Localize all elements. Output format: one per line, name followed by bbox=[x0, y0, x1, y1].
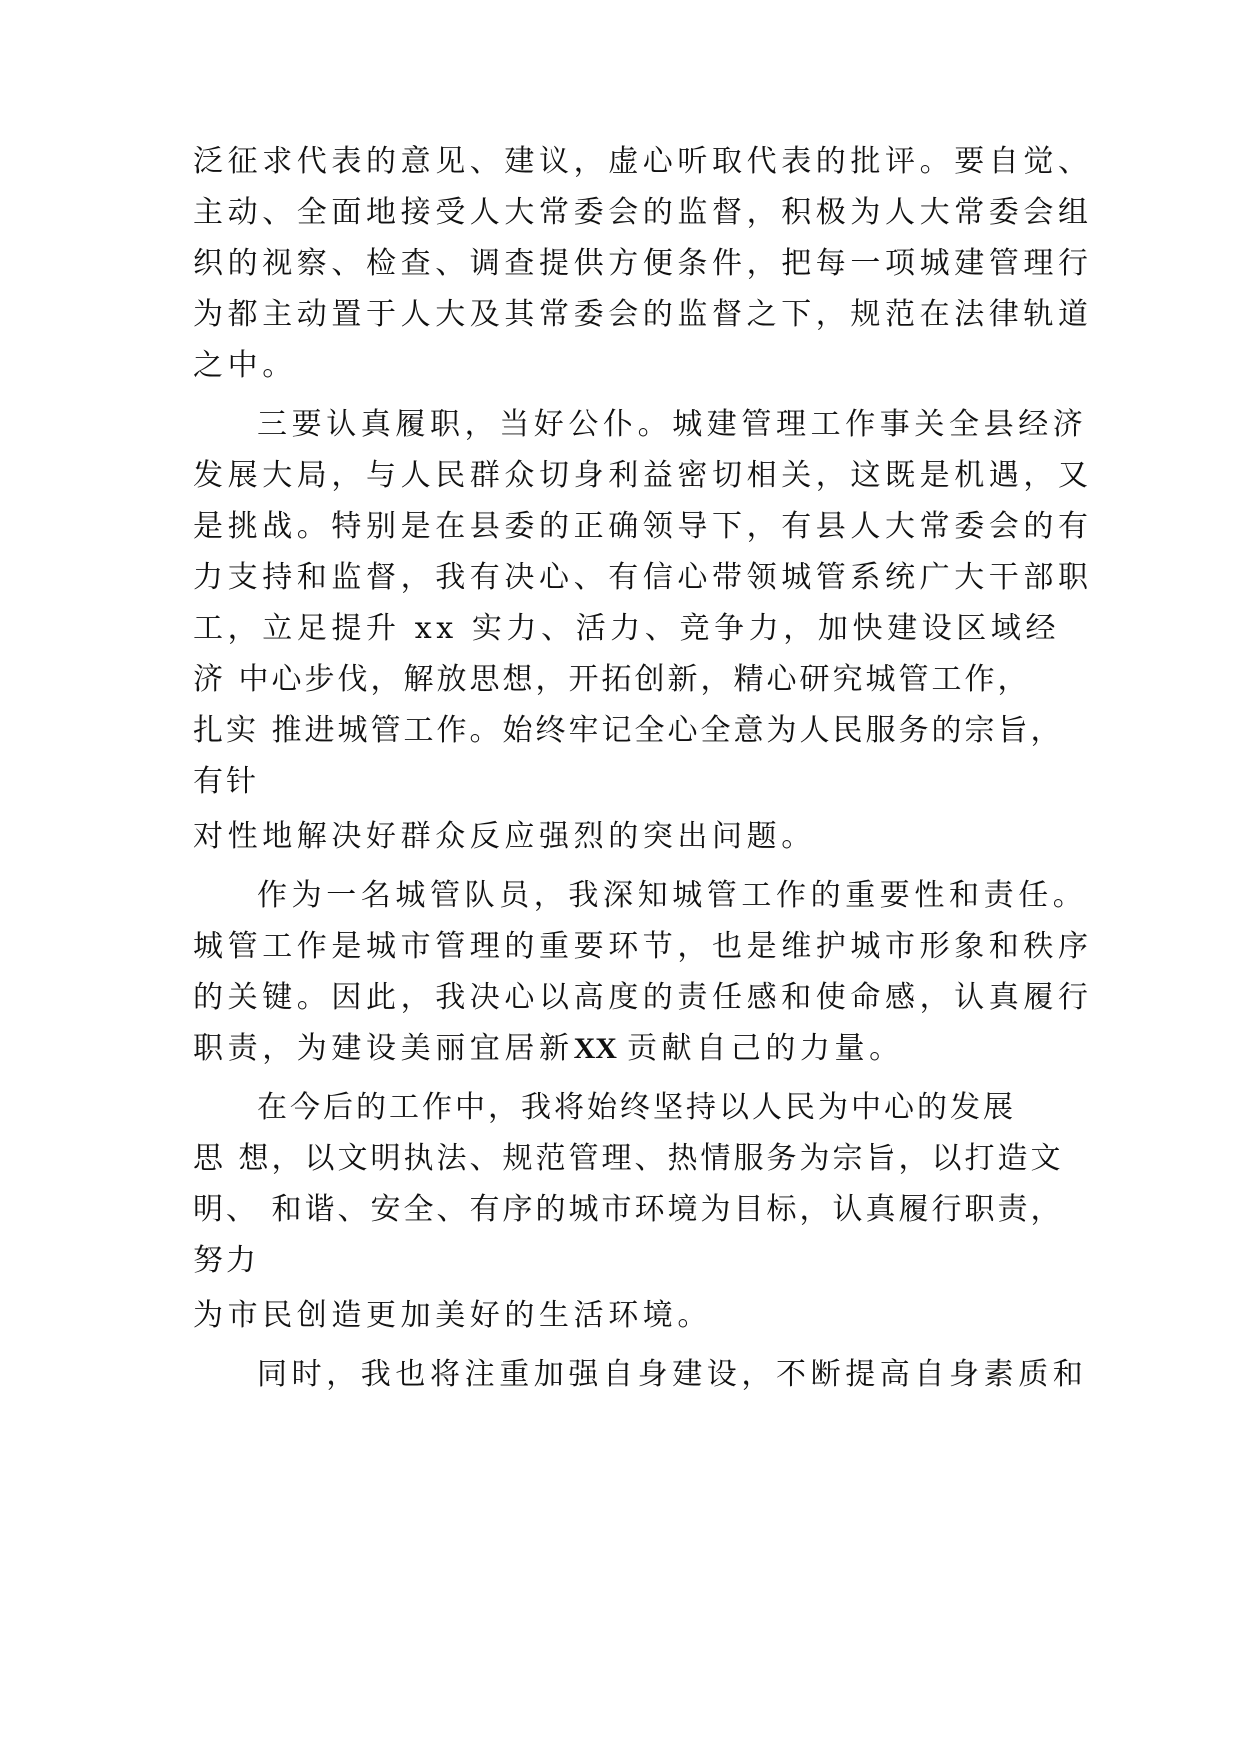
text-line: 明、 和谐、安全、有序的城市环境为目标，认真履行职责， bbox=[193, 1192, 1064, 1227]
text-segment: 职责，为建设美丽宜居新 bbox=[193, 1031, 574, 1066]
text-line: 工，立足提升 xx 实力、活力、竞争力，加快建设区域经 bbox=[193, 611, 1061, 646]
text-line: 为市民创造更加美好的生活环境。 bbox=[193, 1298, 712, 1333]
text-line: 泛征求代表的意见、建议，虚心听取代表的批评。要自觉、 bbox=[193, 144, 1093, 179]
text-line: 有针 bbox=[193, 764, 259, 799]
bold-xx-text: XX bbox=[573, 1032, 617, 1065]
text-line: 济 中心步伐，解放思想，开拓创新，精心研究城管工作， bbox=[193, 662, 1031, 697]
text-line: 力支持和监督，我有决心、有信心带领城管系统广大干部职 bbox=[193, 560, 1093, 595]
text-line: 扎实 推进城管工作。始终牢记全心全意为人民服务的宗旨， bbox=[193, 713, 1064, 748]
text-line: 思 想，以文明执法、规范管理、热情服务为宗旨，以打造文 bbox=[193, 1141, 1064, 1176]
paragraph-first-line: 三要认真履职，当好公仆。城建管理工作事关全县经济 bbox=[257, 407, 1088, 442]
text-line-with-bold bbox=[193, 1029, 904, 1069]
text-line: 的关键。因此，我决心以高度的责任感和使命感，认真履行 bbox=[193, 980, 1093, 1015]
text-line: 对性地解决好群众反应强烈的突出问题。 bbox=[193, 819, 816, 854]
text-line: 是挑战。特别是在县委的正确领导下，有县人大常委会的有 bbox=[193, 509, 1093, 544]
paragraph-first-line: 作为一名城管队员，我深知城管工作的重要性和责任。 bbox=[257, 878, 1088, 913]
text-line: 努力 bbox=[193, 1243, 259, 1278]
text-line: 发展大局，与人民群众切身利益密切相关，这既是机遇，又 bbox=[193, 458, 1093, 493]
text-line: 主动、全面地接受人大常委会的监督，积极为人大常委会组 bbox=[193, 195, 1093, 230]
text-line: 之中。 bbox=[193, 348, 297, 383]
text-line: 织的视察、检查、调查提供方便条件，把每一项城建管理行 bbox=[193, 246, 1093, 281]
text-line: 为都主动置于人大及其常委会的监督之下，规范在法律轨道 bbox=[193, 297, 1093, 332]
paragraph-first-line: 同时，我也将注重加强自身建设，不断提高自身素质和 bbox=[257, 1357, 1088, 1392]
text-line: 城管工作是城市管理的重要环节，也是维护城市形象和秩序 bbox=[193, 929, 1093, 964]
paragraph-first-line: 在今后的工作中，我将始终坚持以人民为中心的发展 bbox=[257, 1090, 1016, 1125]
text-segment: 贡献自己的力量。 bbox=[626, 1031, 904, 1066]
